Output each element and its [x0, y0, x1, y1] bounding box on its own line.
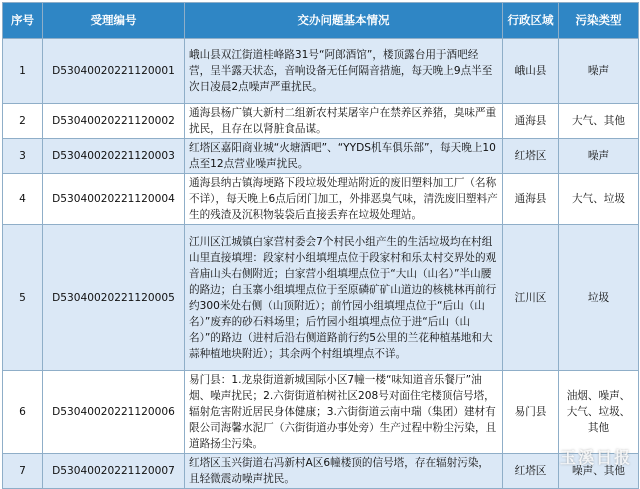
cell-seq: 5 — [3, 225, 43, 371]
header-district: 行政区域 — [503, 3, 559, 39]
cell-case-no: D53040020221120002 — [43, 104, 185, 139]
cell-seq: 4 — [3, 174, 43, 225]
cell-description: 江川区江城镇白家营村委会7个村民小组产生的生活垃圾均在村组山里直接填埋：段家村小组填埋点位于段家村和乐太村交界处的观音庙山头右侧附近；白家营小组填埋点位于“大山（山名）”半山腰的路边；白玉寨小组填埋点位于至原磷矿矿山道边的核桃林再前行约300米处右侧（山顶附近）；前竹园小组填埋点位于“后山（山名）”废弃的砂石料场里；后竹园小组填埋点位于进“后山（山名）”的路边（进村后沿右侧道路前行约5公里的兰花种植基地和大蒜种植地块附近）；其余两个村组填埋点不详。 — [185, 225, 503, 371]
cell-description: 通海县杨广镇大新村二组新农村某屠宰户在禁养区养猪，臭味严重扰民，且存在以肾脏食品谋。 — [185, 104, 503, 139]
cell-case-no: D53040020221120005 — [43, 225, 185, 371]
cell-district: 峨山县 — [503, 39, 559, 104]
cell-pollution-type: 噪声、其他 — [559, 454, 639, 489]
cell-pollution-type: 大气、垃圾 — [559, 174, 639, 225]
cell-case-no: D53040020221120003 — [43, 139, 185, 174]
cell-description: 红塔区嘉阳商业城“火塘酒吧”、“YYDS机车俱乐部”，每天晚上10点至12点营业噪声扰民。 — [185, 139, 503, 174]
cell-pollution-type: 大气、其他 — [559, 104, 639, 139]
cell-case-no: D5304002022112000​1 — [43, 39, 185, 104]
table-row — [3, 104, 639, 139]
cell-description: 红塔区玉兴街道右冯新村A区6幢楼顶的信号塔，存在辐射污染，且轻微震动噪声扰民。 — [185, 454, 503, 489]
complaint-table — [2, 2, 639, 489]
cell-description: 峨山县双江街道桂峰路31号“阿郎酒馆”，楼顶露台用于酒吧经营，呈半露天状态，音响设备无任何隔音措施，每天晚上9点半至次日凌晨2点噪声严重扰民。 — [185, 39, 503, 104]
cell-case-no: D53040020221120004 — [43, 174, 185, 225]
cell-seq: 2 — [3, 104, 43, 139]
header-description: 交办问题基本情况 — [185, 3, 503, 39]
cell-pollution-type: 垃圾 — [559, 225, 639, 371]
table-header-row — [3, 3, 639, 39]
header-seq: 序号 — [3, 3, 43, 39]
cell-pollution-type: 油烟、噪声、大气、垃圾、其他 — [559, 371, 639, 454]
cell-seq: 6 — [3, 371, 43, 454]
table-row — [3, 174, 639, 225]
table-row — [3, 139, 639, 174]
cell-seq: 3 — [3, 139, 43, 174]
newspaper-watermark: 玉溪日报 — [559, 448, 632, 467]
cell-description: 通海县纳古镇海埂路下段垃圾处理站附近的废旧塑料加工厂（名称不详），每天晚上6点后闭门加工，外排恶臭气味，清洗废旧塑料产生的残渣及沉积物装袋后直接丢弃在垃圾处理站。 — [185, 174, 503, 225]
cell-district: 易门县 — [503, 371, 559, 454]
table-row — [3, 454, 639, 489]
table-row — [3, 39, 639, 104]
header-case-no: 受理编号 — [43, 3, 185, 39]
cell-case-no: D53040020221120007 — [43, 454, 185, 489]
cell-district: 红塔区 — [503, 454, 559, 489]
cell-district: 红塔区 — [503, 139, 559, 174]
table-row — [3, 371, 639, 454]
cell-district: 通海县 — [503, 174, 559, 225]
table-row — [3, 225, 639, 371]
cell-seq: 1 — [3, 39, 43, 104]
cell-case-no: D53040020221120006 — [43, 371, 185, 454]
cell-description: 易门县：1.龙泉街道新城国际小区7幢一楼“味知道音乐餐厅”油烟、噪声扰民；2.六街街道柏树社区208号对面住宅楼顶信号塔，辐射危害附近居民身体健康；3.六街街道云南中瑞（集团）建材有限公司海馨水泥厂（六街街道办事处旁）生产过程中粉尘污染，且道路扬尘污染。 — [185, 371, 503, 454]
cell-pollution-type: 噪声 — [559, 139, 639, 174]
header-pollution-type: 污染类型 — [559, 3, 639, 39]
cell-seq: 7 — [3, 454, 43, 489]
cell-district: 江川区 — [503, 225, 559, 371]
cell-pollution-type: 噪声 — [559, 39, 639, 104]
cell-district: 通海县 — [503, 104, 559, 139]
